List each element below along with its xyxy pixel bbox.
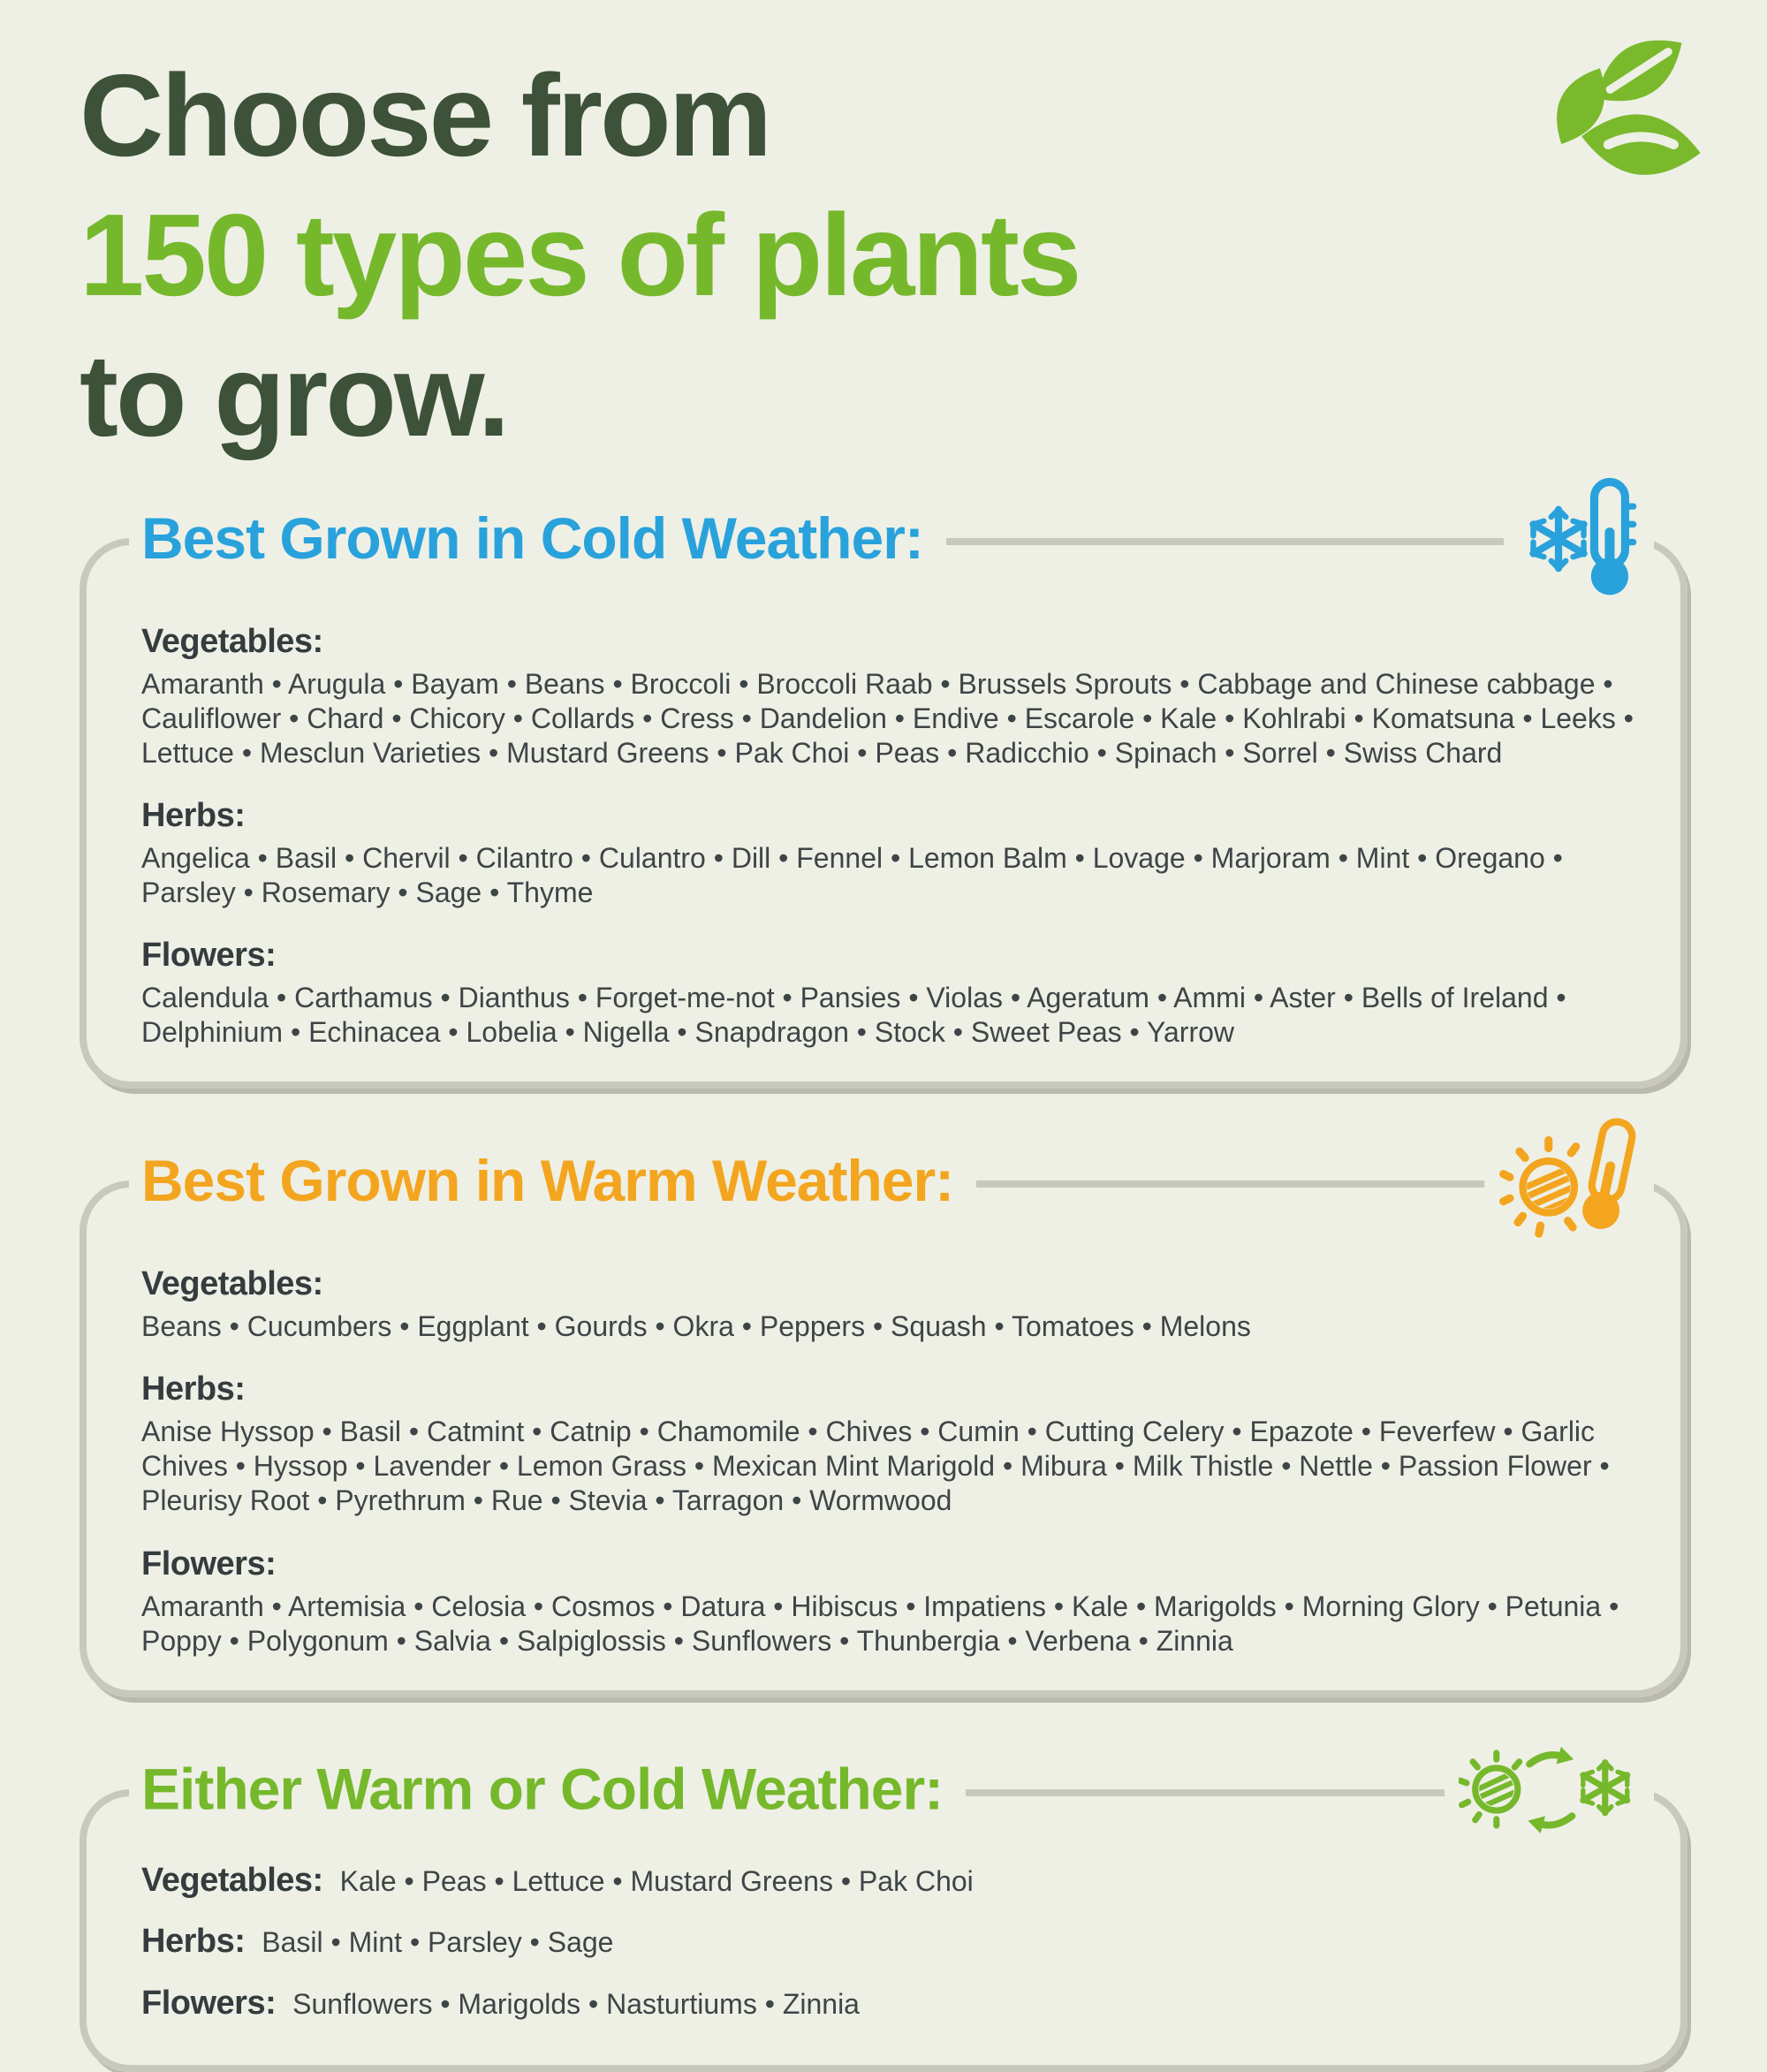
snowflake-thermometer-icon — [1504, 477, 1654, 599]
cold-vegetables-list: Amaranth • Arugula • Bayam • Beans • Broccoli • Broccoli Raab • Brussels Sprouts • Cabbage and Chinese cabbage • Cauliflower • Chard • Chicory • Collards • Cress • Dandelion • Endive • Escarole • Kale • Kohlrabi • Komatsuna • Leeks • Lettuce • Mesclun Varieties • Mustard Greens • Pak Choi • Peas • Radicchio • Spinach • Sorrel • Swiss Chard — [141, 668, 1634, 770]
page-title — [80, 46, 1687, 466]
either-vegetables-group — [141, 1860, 1650, 1902]
warm-flowers-label: Flowers: — [141, 1545, 277, 1582]
warm-herbs-group — [141, 1370, 1650, 1518]
either-flowers-list: Sunflowers • Marigolds • Nasturtiums • Zinnia — [292, 1987, 860, 2020]
section-either-weather — [80, 1756, 1687, 2072]
warm-herbs-list: Anise Hyssop • Basil • Catmint • Catnip • Chamomile • Chives • Cumin • Cutting Celery • Epazote • Feverfew • Garlic Chives • Hyssop • Lavender • Lemon Grass • Mexican Mint Marigold • Mibura • Milk Thistle • Nettle • Passion Flower • Pleurisy Root • Pyrethrum • Rue • Stevia • Tarragon • Wormwood — [141, 1415, 1610, 1517]
sun-thermometer-icon — [1484, 1116, 1654, 1245]
warm-herbs-label: Herbs: — [141, 1370, 246, 1408]
section-warm-header — [129, 1116, 1654, 1245]
section-cold-header — [129, 477, 1654, 599]
section-warm-title: Best Grown in Warm Weather: — [129, 1147, 976, 1214]
section-cold-title: Best Grown in Cold Weather: — [129, 505, 946, 572]
section-cold-weather — [80, 505, 1687, 1089]
either-herbs-list: Basil • Mint • Parsley • Sage — [262, 1926, 614, 1959]
cold-herbs-group — [141, 797, 1650, 910]
cold-flowers-label: Flowers: — [141, 937, 277, 975]
warm-vegetables-list: Beans • Cucumbers • Eggplant • Gourds • Okra • Peppers • Squash • Tomatoes • Melons — [141, 1310, 1251, 1343]
cold-herbs-label: Herbs: — [141, 797, 246, 835]
cold-flowers-list: Calendula • Carthamus • Dianthus • Forget-me-not • Pansies • Violas • Ageratum • Ammi • Aster • Bells of Ireland • Delphinium • Echinacea • Lobelia • Nigella • Snapdragon • Stock • Sweet Peas • Yarrow — [141, 982, 1566, 1049]
section-either-title: Either Warm or Cold Weather: — [129, 1756, 966, 1823]
title-line-1: Choose from — [80, 50, 770, 180]
either-herbs-label: Herbs: — [141, 1923, 246, 1961]
section-either-header — [129, 1734, 1654, 1844]
sun-cycle-snowflake-icon — [1445, 1734, 1654, 1844]
warm-vegetables-group — [141, 1265, 1650, 1344]
either-flowers-label: Flowers: — [141, 1984, 277, 2022]
cold-vegetables-label: Vegetables: — [141, 623, 323, 661]
section-warm-weather — [80, 1148, 1687, 1696]
cold-vegetables-group — [141, 623, 1650, 770]
warm-flowers-list: Amaranth • Artemisia • Celosia • Cosmos • Datura • Hibiscus • Impatiens • Kale • Marigolds • Morning Glory • Petunia • Poppy • Polygonum • Salvia • Salpiglossis • Sunflowers • Thunbergia • Verbena • Zinnia — [141, 1590, 1619, 1657]
cold-herbs-list: Angelica • Basil • Chervil • Cilantro • Culantro • Dill • Fennel • Lemon Balm • Lovage • Marjoram • Mint • Oregano • Parsley • Rosemary • Sage • Thyme — [141, 842, 1563, 909]
either-herbs-group — [141, 1921, 1650, 1963]
either-vegetables-list: Kale • Peas • Lettuce • Mustard Greens • Pak Choi — [339, 1864, 974, 1897]
three-leaves-icon — [1537, 25, 1705, 188]
warm-vegetables-label: Vegetables: — [141, 1265, 323, 1303]
either-vegetables-label: Vegetables: — [141, 1861, 323, 1899]
either-flowers-group — [141, 1983, 1650, 2025]
cold-flowers-group — [141, 937, 1650, 1050]
warm-flowers-group — [141, 1545, 1650, 1658]
title-line-2: 150 types of plants — [80, 190, 1080, 321]
title-line-3: to grow. — [80, 330, 508, 460]
